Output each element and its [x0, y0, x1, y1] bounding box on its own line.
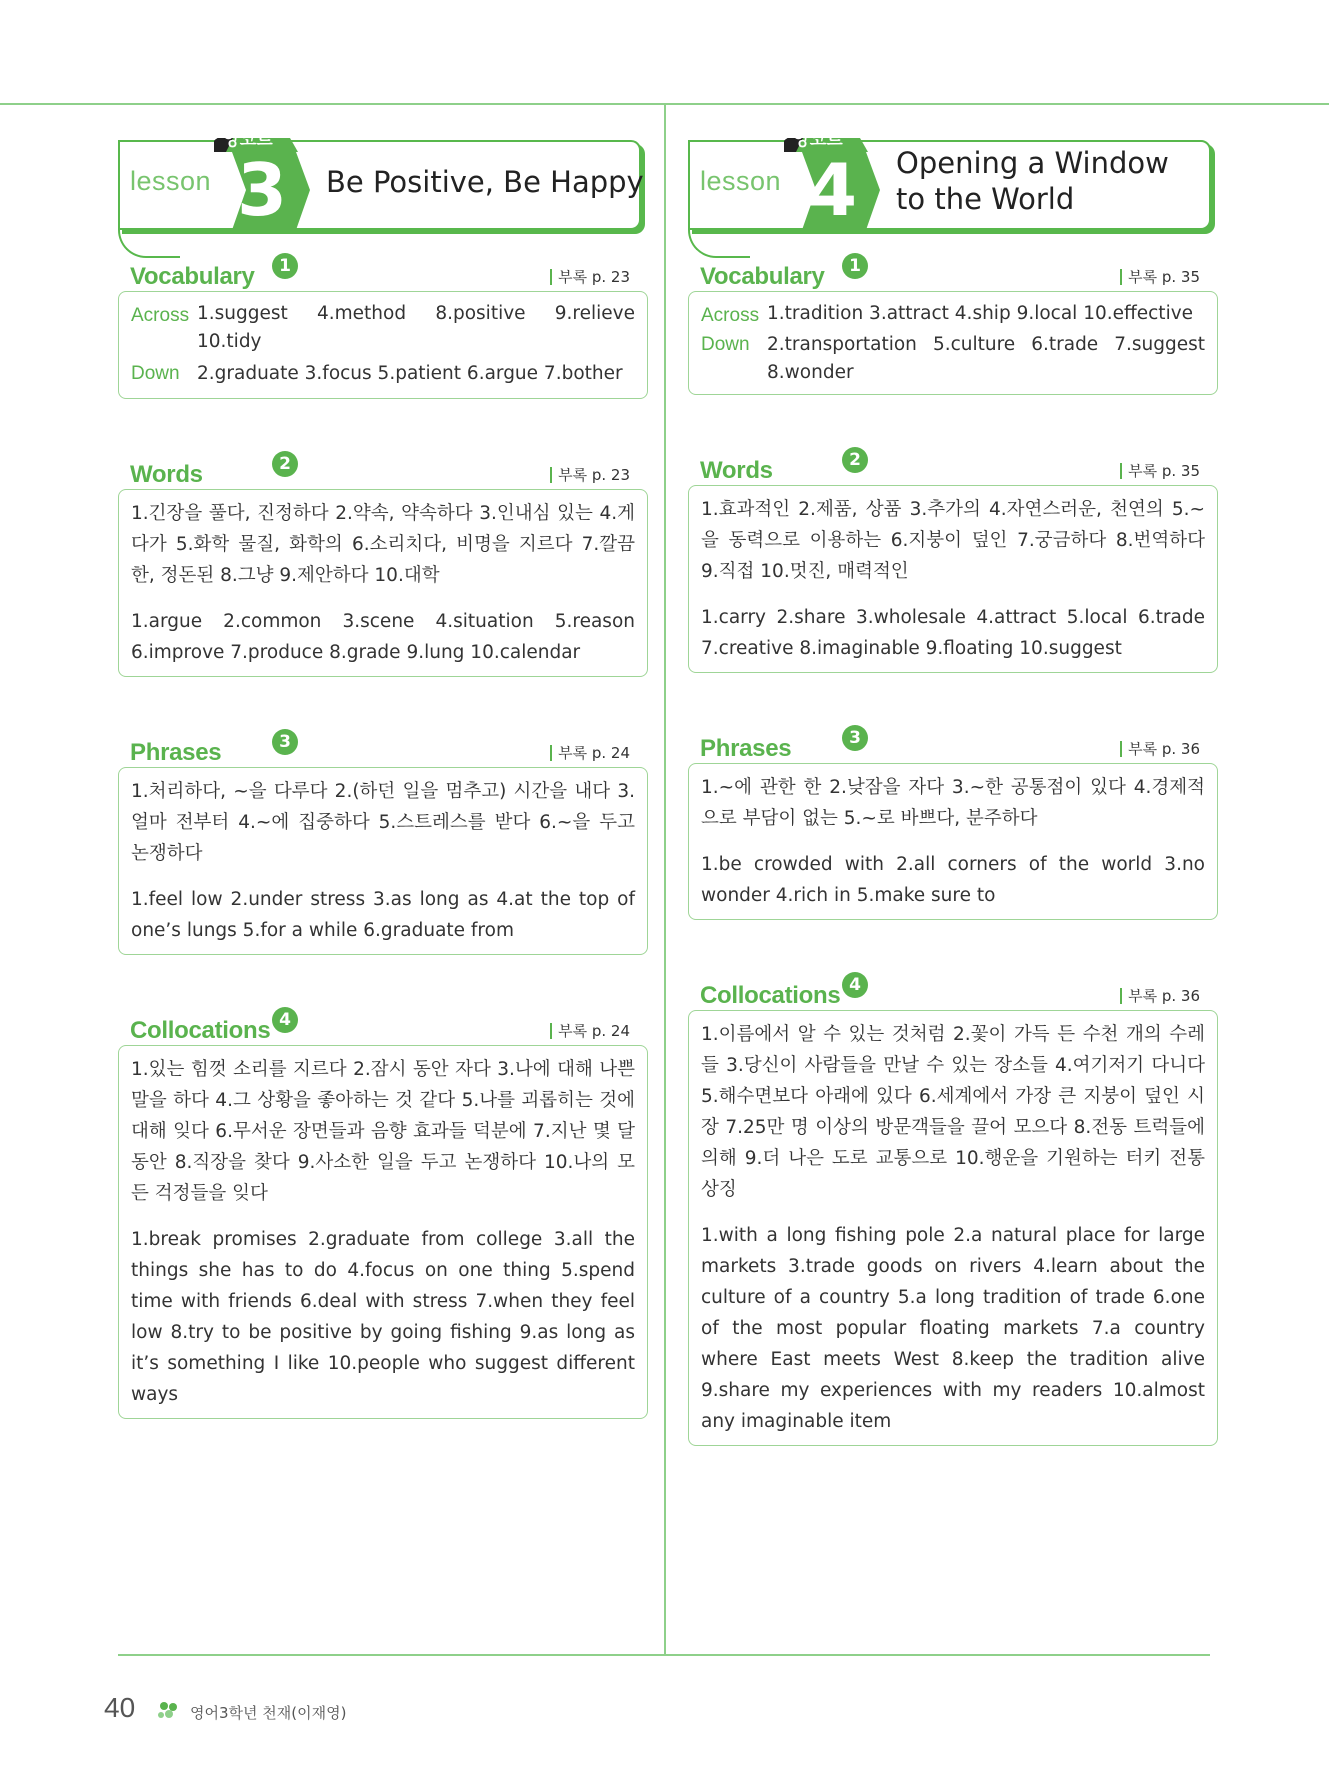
- korean-answers: 1.효과적인 2.제품, 상품 3.추가의 4.자연스러운, 천연의 5.~을 동력으로 이용하는 6.지붕이 덮인 7.궁금하다 8.번역하다 9.직접 10.멋진, 매력적인: [701, 499, 1205, 582]
- korean-answers: 1.~에 관한 한 2.낮잠을 자다 3.~한 공통점이 있다 4.경제적으로 부담이 없는 5.~로 바쁘다, 분주하다: [701, 777, 1205, 829]
- lesson-3-column: [118, 128, 648, 1419]
- section-head: [688, 972, 1218, 1010]
- leaf-icon: [156, 1698, 182, 1724]
- section-head: [688, 447, 1218, 485]
- section-label: Vocabulary: [130, 263, 255, 290]
- section-box: [118, 489, 648, 677]
- section-page-ref: 부록 p. 35: [1120, 266, 1200, 287]
- section-box: [118, 767, 648, 955]
- section-label: Phrases: [130, 739, 222, 766]
- english-answers: 1.feel low 2.under stress 3.as long as 4.at the top of one’s lungs 5.for a while 6.graduate from: [131, 889, 635, 941]
- english-answers: 1.argue 2.common 3.scene 4.situation 5.reason 6.improve 7.produce 8.grade 9.lung 10.calendar: [131, 611, 635, 663]
- section-page-ref: 부록 p. 24: [550, 742, 630, 763]
- section-number-badge: 3: [842, 725, 868, 751]
- english-answers: 1.be crowded with 2.all corners of the world 3.no wonder 4.rich in 5.make sure to: [701, 854, 1205, 906]
- english-answers: 1.carry 2.share 3.wholesale 4.attract 5.local 6.trade 7.creative 8.imaginable 9.floating 10.suggest: [701, 607, 1205, 659]
- korean-answers: 1.이름에서 알 수 있는 것처럼 2.꽃이 가득 든 수천 개의 수레들 3.당신이 사람들을 만날 수 있는 장소들 4.여기저기 다니다 5.해수면보다 아래에 있다 6.세계에서 가장 큰 지붕이 덮인 시장 7.25만 명 이상의 방문객들을 끌어 모으다 8.전동 트럭들에 의해 9.더 나은 도로 교통으로 10.행운을 기원하는 터키 전통 상징: [701, 1024, 1205, 1200]
- down-answers: 2.graduate 3.focus 5.patient 6.argue 7.bother: [197, 363, 623, 384]
- section-page-ref: 부록 p. 24: [550, 1020, 630, 1041]
- down-row: [131, 358, 635, 389]
- bottom-rule: [118, 1654, 1210, 1656]
- lesson-word: lesson: [130, 166, 212, 196]
- korean-answers: 1.긴장을 풀다, 진정하다 2.약속, 약속하다 3.인내심 있는 4.게다가 5.화학 물질, 화학의 6.소리치다, 비명을 지르다 7.깔끔한, 정돈된 8.그냥 9.제안하다 10.대학: [131, 503, 635, 586]
- section-number-badge: 2: [272, 451, 298, 477]
- page-number: 40: [104, 1692, 136, 1723]
- book-title: 영어3학년 천재(이재영): [190, 1704, 347, 1722]
- down-row: [701, 331, 1205, 387]
- lesson-word: lesson: [700, 166, 782, 196]
- section-number-badge: 3: [272, 729, 298, 755]
- lesson-code-label: 앙코르: [223, 130, 273, 150]
- section-label: Vocabulary: [700, 263, 825, 290]
- across-answers: 1.tradition 3.attract 4.ship 9.local 10.effective: [767, 303, 1194, 324]
- words-section: [688, 447, 1218, 673]
- section-head: [688, 725, 1218, 763]
- section-head: [118, 451, 648, 489]
- phrases-section: [688, 725, 1218, 920]
- across-answers: 1.suggest 4.method 8.positive 9.relieve 10.tidy: [197, 303, 635, 352]
- section-page-ref: 부록 p. 35: [1120, 460, 1200, 481]
- section-head: [118, 729, 648, 767]
- phrases-section: [118, 729, 648, 955]
- down-label: Down: [131, 363, 180, 384]
- lesson-title: Opening a Window to the World: [896, 146, 1169, 216]
- lesson-code-label: 앙코르: [793, 130, 843, 150]
- words-section: [118, 451, 648, 677]
- section-number-badge: 2: [842, 447, 868, 473]
- section-page-ref: 부록 p. 23: [550, 266, 630, 287]
- section-label: Collocations: [700, 982, 841, 1009]
- section-box: [688, 291, 1218, 395]
- vocabulary-section: [688, 253, 1218, 395]
- lesson-header: [118, 128, 648, 253]
- across-row: [131, 300, 635, 356]
- section-head: [118, 253, 648, 291]
- across-label: Across: [131, 305, 190, 326]
- down-label: Down: [701, 334, 750, 355]
- section-box: [118, 291, 648, 399]
- across-label: Across: [701, 305, 760, 326]
- section-page-ref: 부록 p. 36: [1120, 985, 1200, 1006]
- column-divider: [664, 104, 666, 1654]
- collocations-section: [118, 1007, 648, 1419]
- lesson-number: 3: [236, 148, 288, 232]
- section-page-ref: 부록 p. 36: [1120, 738, 1200, 759]
- section-box: [118, 1045, 648, 1419]
- section-head: [118, 1007, 648, 1045]
- section-page-ref: 부록 p. 23: [550, 464, 630, 485]
- section-number-badge: 4: [272, 1007, 298, 1033]
- section-label: Words: [700, 457, 773, 484]
- lesson-4-column: [688, 128, 1218, 1446]
- section-box: [688, 485, 1218, 673]
- section-number-badge: 4: [842, 972, 868, 998]
- section-head: [688, 253, 1218, 291]
- lesson-header: [688, 128, 1218, 253]
- korean-answers: 1.처리하다, ~을 다루다 2.(하던 일을 멈추고) 시간을 내다 3.얼마 전부터 4.~에 집중하다 5.스트레스를 받다 6.~을 두고 논쟁하다: [131, 781, 635, 864]
- section-box: [688, 763, 1218, 920]
- section-box: [688, 1010, 1218, 1446]
- korean-answers: 1.있는 힘껏 소리를 지르다 2.잠시 동안 자다 3.나에 대해 나쁜 말을 하다 4.그 상황을 좋아하는 것 같다 5.나를 괴롭히는 것에 대해 잊다 6.무서운 장면들과 음향 효과들 덕분에 7.지난 몇 달 동안 8.직장을 찾다 9.사소한 일을 두고 논쟁하다 10.나의 모든 걱정들을 잊다: [131, 1059, 635, 1204]
- lesson-title: Be Positive, Be Happy: [326, 165, 644, 199]
- section-label: Phrases: [700, 735, 792, 762]
- section-label: Collocations: [130, 1017, 271, 1044]
- down-answers: 2.transportation 5.culture 6.trade 7.suggest 8.wonder: [767, 334, 1205, 383]
- lesson-number: 4: [806, 148, 858, 232]
- english-answers: 1.break promises 2.graduate from college 3.all the things she has to do 4.focus on one thing 5.spend time with friends 6.deal with stress 7.when they feel low 8.try to be positive by going fishing 9.as long as it’s something I like 10.people who suggest different ways: [131, 1229, 635, 1405]
- collocations-section: [688, 972, 1218, 1446]
- vocabulary-section: [118, 253, 648, 399]
- section-number-badge: 1: [272, 253, 298, 279]
- english-answers: 1.with a long fishing pole 2.a natural place for large markets 3.trade goods on rivers 4.learn about the culture of a country 5.a long tradition of trade 6.one of the most popular floating markets 7.a country where East meets West 8.keep the tradition alive 9.share my experiences with my readers 10.almost any imaginable item: [701, 1225, 1205, 1432]
- across-row: [701, 300, 1205, 331]
- section-number-badge: 1: [842, 253, 868, 279]
- section-label: Words: [130, 461, 203, 488]
